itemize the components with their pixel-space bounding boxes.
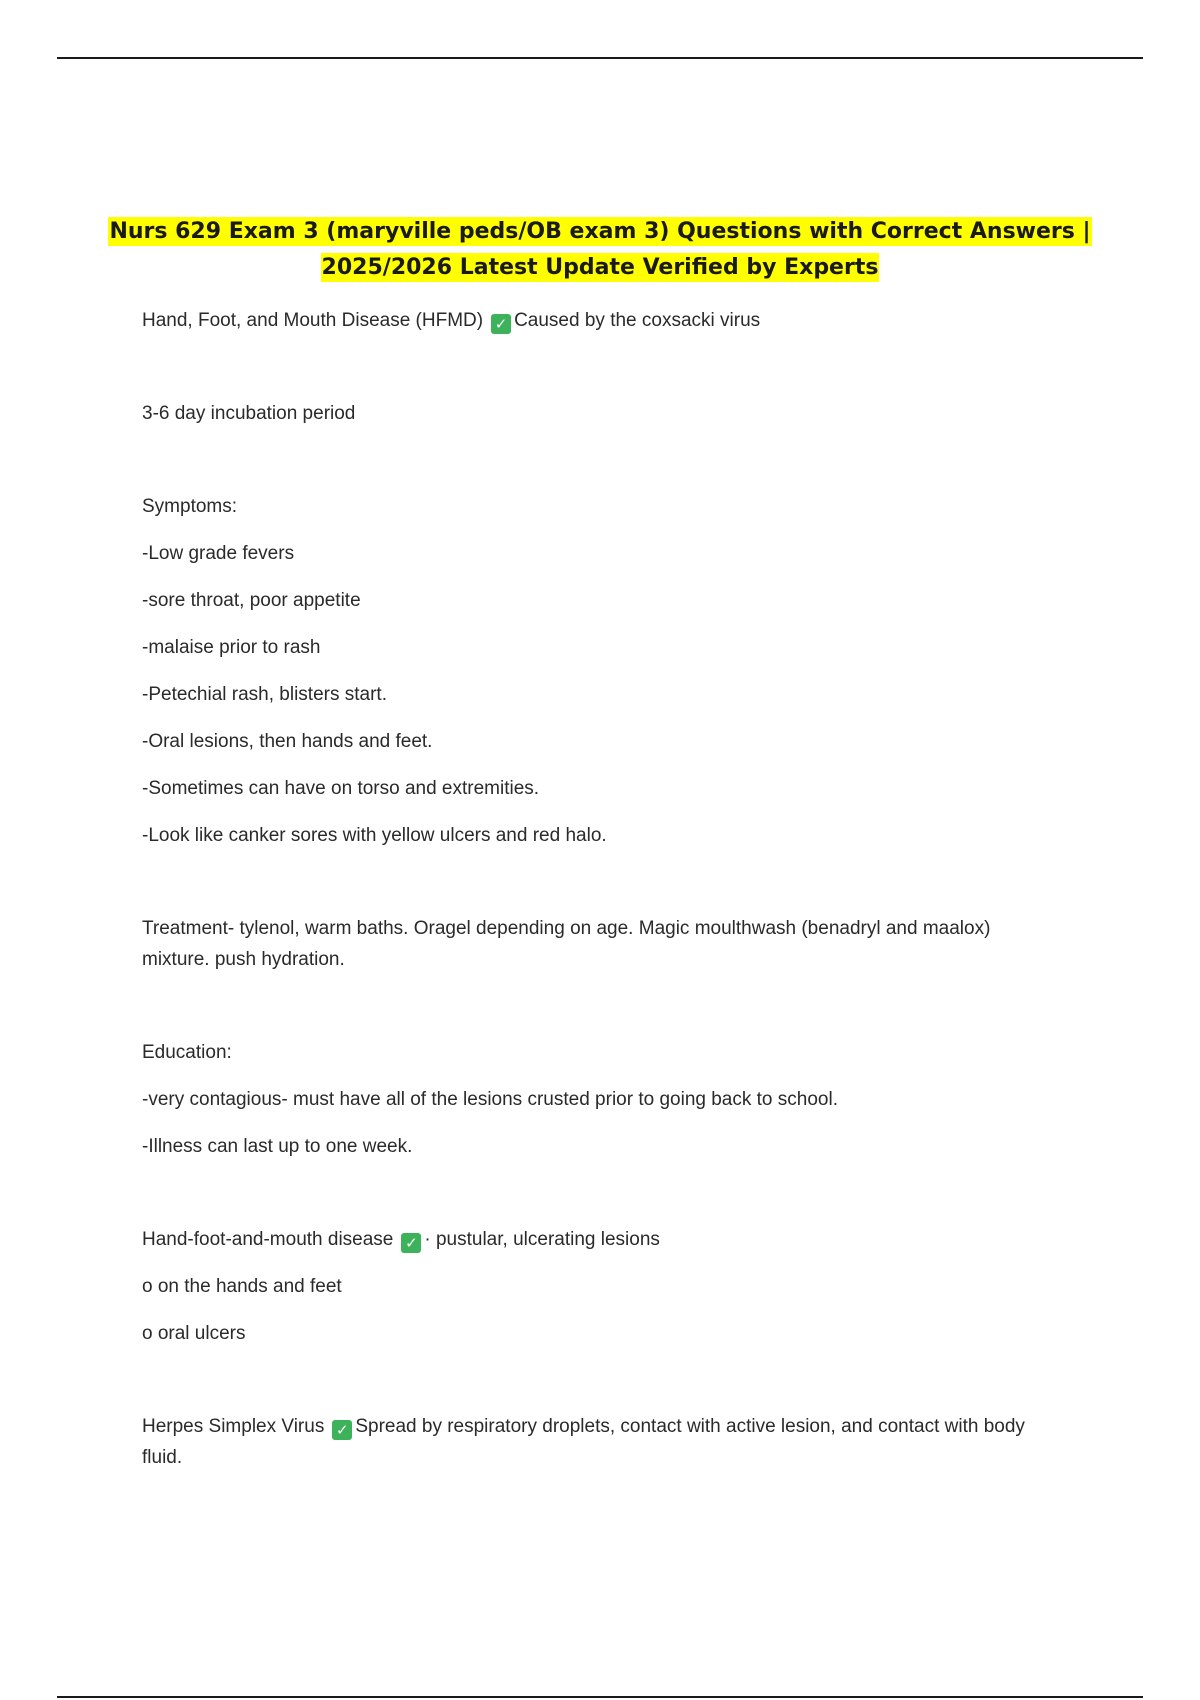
answer-item: o on the hands and feet [142, 1276, 342, 1297]
symptom-item: -sore throat, poor appetite [142, 590, 361, 611]
top-rule [57, 57, 1143, 59]
qa-hand-foot-mouth [142, 1224, 1062, 1255]
check-mark-icon: ✓ [401, 1233, 421, 1253]
treatment-text: Treatment- tylenol, warm baths. Oragel depending on age. Magic moulthwash (benadryl and maalox) mixture. push hydration. [142, 918, 991, 970]
answer-item: o oral ulcers [142, 1323, 246, 1344]
question-term: Herpes Simplex Virus [142, 1416, 325, 1437]
symptom-item: -malaise prior to rash [142, 637, 321, 658]
qa-herpes-simplex [142, 1411, 1062, 1473]
education-item: -Illness can last up to one week. [142, 1136, 413, 1157]
document-body [142, 305, 1062, 1473]
answer-text: Spread by respiratory droplets, contact with active lesion, and contact with body fluid. [142, 1416, 1025, 1468]
symptom-item: -Low grade fevers [142, 543, 295, 564]
symptoms-heading: Symptoms: [142, 496, 238, 517]
answer-text: · pustular, ulcerating lesions [424, 1229, 660, 1250]
incubation-text: 3-6 day incubation period [142, 403, 356, 424]
question-term: Hand, Foot, and Mouth Disease (HFMD) [142, 310, 484, 331]
education-heading: Education: [142, 1042, 232, 1063]
bottom-rule [57, 1696, 1143, 1698]
title-line-2: 2025/2026 Latest Update Verified by Experts [321, 255, 879, 280]
question-term: Hand-foot-and-mouth disease [142, 1229, 394, 1250]
page-title [100, 214, 1100, 286]
symptom-item: -Petechial rash, blisters start. [142, 684, 387, 705]
symptom-item: -Sometimes can have on torso and extremities. [142, 778, 540, 799]
answer-text: Caused by the coxsacki virus [514, 310, 761, 331]
check-mark-icon: ✓ [332, 1420, 352, 1440]
education-item: -very contagious- must have all of the lesions crusted prior to going back to school. [142, 1089, 838, 1110]
qa-hfmd [142, 305, 1062, 336]
symptom-item: -Look like canker sores with yellow ulcers and red halo. [142, 825, 607, 846]
check-mark-icon: ✓ [491, 314, 511, 334]
symptom-item: -Oral lesions, then hands and feet. [142, 731, 433, 752]
title-line-1: Nurs 629 Exam 3 (maryville peds/OB exam 3) Questions with Correct Answers | [109, 219, 1091, 244]
